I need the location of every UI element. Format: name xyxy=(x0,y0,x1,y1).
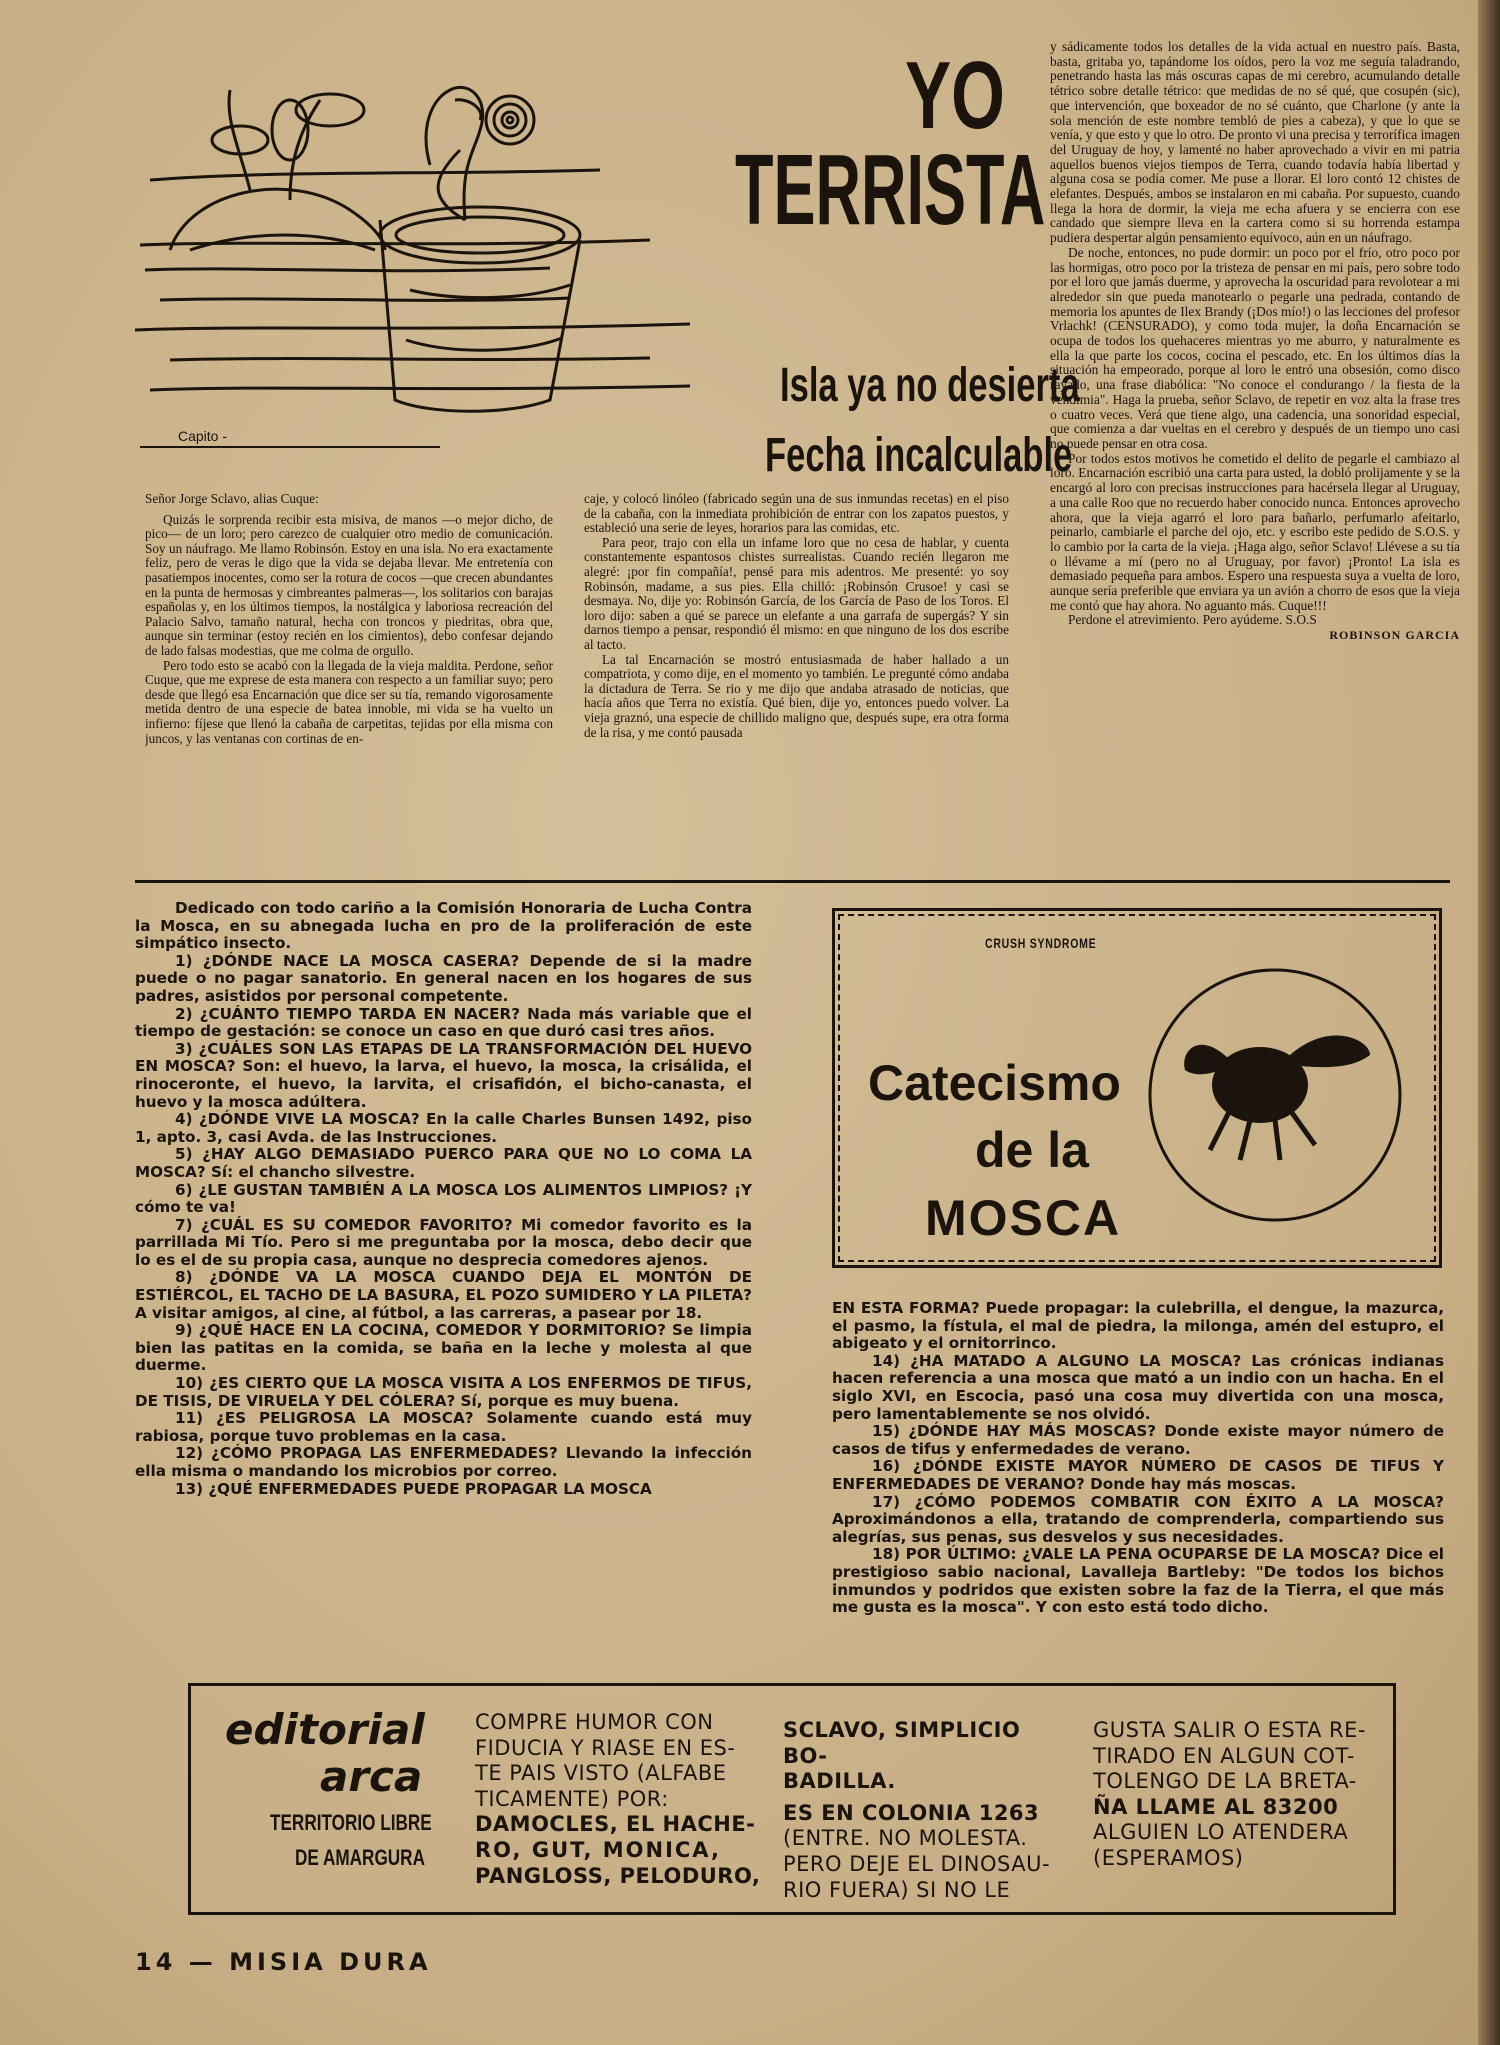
fly-drawing xyxy=(1140,960,1410,1230)
catecismo-item: 7) ¿CUÁL ES SU COMEDOR FAVORITO? Mi comedor favorito es la parrillada Mi Tío. Pero si me preguntaba por la mosca, debo decir que lo es el de su propia casa, aunque no desprecia comedores ajenos. xyxy=(135,1215,752,1269)
ad-line: TICAMENTE) POR: xyxy=(475,1786,669,1811)
illustration-signature: Capito - xyxy=(178,428,228,444)
salutation: Señor Jorge Sclavo, alias Cuque: xyxy=(145,492,319,506)
page-footer: 14 — MISIA DURA xyxy=(135,1948,432,1976)
catecismo-item: 8) ¿DÓNDE VA LA MOSCA CUANDO DEJA EL MONTÓN DE ESTIÉRCOL, EL TACHO DE LA BASURA, EL POZO SUMIDERO Y LA PILETA? A visitar amigos, al cine, al fútbol, a las carreras, a pasear por 18. xyxy=(135,1268,752,1322)
catecismo-title-line1: Catecismo xyxy=(868,1055,1121,1111)
article-paragraph: Perdone el atrevimiento. Pero ayúdeme. S.O.S xyxy=(1068,612,1317,628)
catecismo-dedication: Dedicado con todo cariño a la Comisión Honoraria de Lucha Contra la Mosca, en su abnegada lucha en pro de la proliferación de este simpático insecto. xyxy=(135,900,752,953)
article-signature: ROBINSON GARCIA xyxy=(1329,628,1460,643)
catecismo-item: 10) ¿ES CIERTO QUE LA MOSCA VISITA A LOS ENFERMOS DE TIFUS, DE TISIS, DE VIRUELA Y DEL CÓLERA? Sí, porque es muy buena. xyxy=(135,1374,752,1410)
section-divider xyxy=(135,880,1450,883)
ad-line: DAMOCLES, EL HACHE- xyxy=(475,1812,756,1837)
catecismo-item: 16) ¿DÓNDE EXISTE MAYOR NÚMERO DE CASOS DE TIFUS Y ENFERMEDADES DE VERANO? Donde hay más moscas. xyxy=(832,1457,1444,1493)
article-paragraph: y sádicamente todos los detalles de la vida actual en nuestro país. Basta, basta, gritaba yo, tapándome los oídos, pero la voz me seguía taladrando, penetrando hasta las más oscuras capas de mi cerebro, acumulando detalle tétrico sobre detalle tétrico: que medidas de no sé qué, que cosupén (sic), que intervención, que boxeador de no sé cuánto, que Charlone (y ante la sola mención de este nombre tembló de pies a cabeza), y que lo que se venía, y que esto y que lo otro. De pronto vi una precisa y terrorífica imagen del Uruguay de hoy, y lamenté no haber aprovechado a vivir en mi patria aquellos buenos viejos tiempos de Terra, cuando todavía había libertad y alguna cosa se podía comer. Me puse a llorar. El loro contó 12 chistes de elefantes. Después, ambos se instalaron en mi cabaña. Por supuesto, cuando llega la hora de dormir, la vieja me echa afuera y se encierra con ese candado que siempre lleva en la cartera como si su horrenda estampa pudiera despertar algún pensamiento equívoco, aún en un náufrago. xyxy=(1050,40,1460,246)
article-paragraph: De noche, entonces, no pude dormir: un poco por el frío, otro poco por las hormigas, otro poco por la tristeza de pensar en mi país, pero sobre todo por el loro que jamás duerme, y aprovecha la oscuridad para revolotear a mi alrededor sin que pueda manotearlo o pegarle una pedrada, contando de memoria los apuntes de Ilex Brandy (¡Dos mío!) o las lecciones del profesor Vrlachk! (CENSURADO), y como toda mujer, la doña Encarnación se ocupa de todos los quehaceres mientras yo me aburro, y naturalmente es ella la que parte los cocos, cocina el pescado, etc. En los últimos días la situación ha empeorado, porque al loro le entró una obsesión, como disco rayado, una frase diabólica: "No conoce el condurango / la fiesta de la vendimia". Haga la prueba, señor Sclavo, de repetir en voz alta la frase tres o cuatro veces. Verá que tiene algo, una cadencia, una sonoridad especial, que comienza a dar vueltas en el cerebro y después de un tiempo uno casi no puede pensar en otra cosa. xyxy=(1050,244,1460,451)
article-title-line2: TERRISTA xyxy=(735,134,1046,246)
catecismo-item: 3) ¿CUÁLES SON LAS ETAPAS DE LA TRANSFORMACIÓN DEL HUEVO EN MOSCA? Son: el huevo, la larva, el huevo, la mosca, la crisálida, el rinoceronte, el huevo, la larvita, el crisafidón, el bicho-canasta, el huevo y la mosca adúltera. xyxy=(135,1039,752,1111)
catecismo-item: 15) ¿DÓNDE HAY MÁS MOSCAS? Donde existe mayor número de casos de tifus y enfermedades de verano. xyxy=(832,1422,1444,1458)
ad-line: SCLAVO, SIMPLICIO BO- xyxy=(783,1718,1021,1768)
ad-text-column-1 xyxy=(475,1710,765,1889)
article-column-3 xyxy=(1050,40,1460,840)
article-paragraph: Pero todo esto se acabó con la llegada de la vieja maldita. Perdone, señor Cuque, que me exprese de esta manera con respecto a un familiar suyo; pero desde que llegó esa Encarnación que dice ser su tía, remando vigorosamente metida dentro de una especie de batea innoble, mi vida se ha vuelto un infierno: fíjese que llenó la cabaña de carpetitas, tejidas por ella misma con juncos, y las ventanas con cortinas de en- xyxy=(145,657,553,746)
ad-text-column-3 xyxy=(1093,1718,1383,1872)
ad-line: ÑA LLAME AL 83200 xyxy=(1093,1794,1339,1819)
illustration-baseline xyxy=(140,446,440,448)
article-paragraph: caje, y colocó linóleo (fabricado según una de sus inmundas recetas) en el piso de la cabaña, con la inmediata prohibición de entrar con los zapatos puestos, y estableció una serie de leyes, horarios para las comidas, etc. xyxy=(584,492,1009,536)
ad-line: GUSTA SALIR O ESTA RE- xyxy=(1093,1718,1366,1742)
ad-tagline-line1: TERRITORIO LIBRE xyxy=(270,1810,432,1835)
article-paragraph: Por todos estos motivos he cometido el delito de pegarle el cambiazo al loro. Encarnación escribió una carta para usted, la dobló prolijamente y se la encargó al loro con precisas instrucciones para hacérsela llegar al Uruguay, a una calle Roo que no recuerdo haber conocido nunca. Entonces aprovecho ahora, que la vieja agarró el loro para bañarlo, perfumarlo afeitarlo, peinarlo, cambiarle el parche del ojo, etc. y escribo este pedido de S.O.S. y lo cambio por la carta de la vieja. ¡Haga algo, señor Sclavo! Llévese a su tía o llévame a mí (pero no al Uruguay, por favor) ¡Pronto! La isla es demasiado pequeña para ambos. Espero una respuesta suya a vuelta de loro, aunque sería preferible que enviara ya un avión a chorro de esos que la vieja me contó que hay ahora. No aguanto más. Cuque!!! xyxy=(1050,450,1460,613)
ad-line: RIO FUERA) SI NO LE xyxy=(783,1877,1011,1902)
catecismo-title-line2: de la xyxy=(975,1122,1089,1178)
catecismo-item: 6) ¿LE GUSTAN TAMBIÉN A LA MOSCA LOS ALIMENTOS LIMPIOS? ¡Y cómo te va! xyxy=(135,1180,752,1217)
castaway-illustration xyxy=(130,70,720,455)
ad-line: PANGLOSS, PELODURO, xyxy=(475,1863,761,1888)
ad-line: ES EN COLONIA 1263 xyxy=(783,1800,1040,1825)
catecismo-item: 2) ¿CUÁNTO TIEMPO TARDA EN NACER? Nada más variable que el tiempo de gestación: se conoce un caso en que duró casi tres años. xyxy=(135,1004,752,1041)
article-paragraph: Quizás le sorprenda recibir esta misiva, de manos —o mejor dicho, de pico— de un loro; pero carezco de cualquier otro medio de comunicación. Soy un náufrago. Me llamo Robinsón. Estoy en una isla. No era exactamente feliz, pero de veras le digo que la vida se dejaba llevar. Me entretenía con pasatiempos inocentes, como ser la rotura de cocos —que crecen abundantes en la punta de hermosas y cimbreantes palmeras—, los solitarios con barajas españolas y, en los últimos tiempos, la nostálgica y laboriosa recreación del Palacio Salvo, tamaño natural, hecha con troncos y piedritas, obra que, aunque sin terminar (estoy recién en los cimientos), debo confesar dejando de lado falsas modestias, que me colma de orgullo. xyxy=(145,511,553,658)
catecismo-title-line3: MOSCA xyxy=(925,1190,1122,1246)
ad-line: FIDUCIA Y RIASE EN ES- xyxy=(475,1735,736,1760)
catecismo-item: 4) ¿DÓNDE VIVE LA MOSCA? En la calle Charles Bunsen 1492, piso 1, apto. 3, casi Avda. de las Instrucciones. xyxy=(135,1110,752,1146)
ad-brand-line1: editorial xyxy=(225,1705,425,1754)
catecismo-item: 12) ¿CÓMO PROPAGA LAS ENFERMEDADES? Llevando la infección ella misma o mandando los microbios por correo. xyxy=(135,1444,752,1480)
ad-line: (ESPERAMOS) xyxy=(1093,1845,1244,1870)
catecismo-item: 9) ¿QUÉ HACE EN LA COCINA, COMEDOR Y DORMITORIO? Se limpia bien las patitas en la comida, se baña en la leche y molesta al que duerme. xyxy=(135,1321,752,1375)
page-binding-edge xyxy=(1478,0,1500,2045)
ad-line: COMPRE HUMOR CON xyxy=(475,1710,714,1734)
article-paragraph: Para peor, trajo con ella un infame loro que no cesa de hablar, y cuenta constantemente espantosos chistes surrealistas. Cuando recién llegaron me alegré: ¡por fin compañía!, pensé para mis adentros. Me presenté: yo soy Robinsón, madame, a sus pies. Ella chilló: ¡Robinsón Crusoe! y casi se desmaya. No, dije yo: Robinsón García, de los García de Paso de los Toros. El loro dijo: saben a qué se parece un elefante a una garrafa de supergás? Y sin darnos tiempo a pensar, respondió él mismo: en que ninguno de los dos escribe al tacto. xyxy=(584,534,1009,652)
catecismo-item: 18) POR ÚLTIMO: ¿VALE LA PENA OCUPARSE DE LA MOSCA? Dice el prestigioso sabio nacional, Lavalleja Bartleby: "De todos los bichos inmundos y podridos que existen sobre la faz de la Tierra, el que más me gusta es la mosca". Y con esto está todo dicho. xyxy=(832,1545,1444,1617)
catecismo-item: 14) ¿HA MATADO A ALGUNO LA MOSCA? Las crónicas indianas hacen referencia a una mosca que mató a un indio con un hacha. En el siglo XVI, en Escocia, pasó una cosa muy divertida con una mosca, pero lamentablemente se nos olvidó. xyxy=(832,1351,1444,1423)
crush-syndrome-label: CRUSH SYNDROME xyxy=(985,935,1097,951)
ad-line: (ENTRE. NO MOLESTA. xyxy=(783,1826,1028,1851)
ad-line: TOLENGO DE LA BRETA- xyxy=(1093,1769,1357,1794)
catecismo-item: 1) ¿DÓNDE NACE LA MOSCA CASERA? Depende de si la madre puede o no pagar sanatorio. En general nacen en los hogares de sus padres, asistidos por personal competente. xyxy=(135,951,752,1005)
catecismo-item: 11) ¿ES PELIGROSA LA MOSCA? Solamente cuando está muy rabiosa, porque tuvo problemas en la casa. xyxy=(135,1409,752,1445)
catecismo-item: 17) ¿CÓMO PODEMOS COMBATIR CON ÉXITO A LA MOSCA? Aproximándonos a ella, tratando de comprenderla, compartiendo sus alegrías, sus penas, sus desvelos y sus necesidades. xyxy=(832,1492,1444,1546)
catecismo-item: EN ESTA FORMA? Puede propagar: la culebrilla, el dengue, la mazurca, el pasmo, la fístula, el mal de piedra, la milonga, amén del estupro, el abigeato y el ornitorrinco. xyxy=(832,1300,1444,1353)
article-title-line1: YO xyxy=(905,42,1005,149)
article-column-1 xyxy=(145,492,553,832)
catecismo-item: 13) ¿QUÉ ENFERMEDADES PUEDE PROPAGAR LA MOSCA xyxy=(175,1479,652,1498)
ad-line: BADILLA. xyxy=(783,1769,896,1794)
ad-tagline-line2: DE AMARGURA xyxy=(295,1845,425,1870)
article-paragraph: La tal Encarnación se mostró entusiasmada de haber hallado a un compatriota, y como dije, en el momento yo también. Le pregunté cómo andaba la dictadura de Terra. Se rio y me dijo que andaba atrasado de noticias, que hacía años que Terra no existía. Qué bien, dije yo, entonces puedo volver. La vieja graznó, una especie de chillido maligno que, después supe, era otra forma de la risa, y me contó pausada xyxy=(584,651,1009,740)
ad-text-column-2 xyxy=(783,1718,1053,1903)
article-subtitle-line1: Isla ya no desierta xyxy=(780,359,1080,412)
ad-line: TE PAIS VISTO (ALFABE xyxy=(475,1761,727,1786)
catecismo-right-column xyxy=(832,1300,1444,1660)
article-subtitle-line2: Fecha incalculable xyxy=(765,429,1073,482)
ad-line: PERO DEJE EL DINOSAU- xyxy=(783,1851,1051,1876)
catecismo-item: 5) ¿HAY ALGO DEMASIADO PUERCO PARA QUE NO LO COMA LA MOSCA? Sí: el chancho silvestre. xyxy=(135,1145,752,1181)
catecismo-left-column xyxy=(135,900,752,1675)
ad-line: RO, GUT, MONICA, xyxy=(475,1837,721,1862)
article-column-2 xyxy=(584,492,1009,832)
ad-line: TIRADO EN ALGUN COT- xyxy=(1093,1743,1355,1768)
ad-brand-line2: arca xyxy=(320,1752,423,1801)
ad-line: ALGUIEN LO ATENDERA xyxy=(1093,1820,1349,1845)
